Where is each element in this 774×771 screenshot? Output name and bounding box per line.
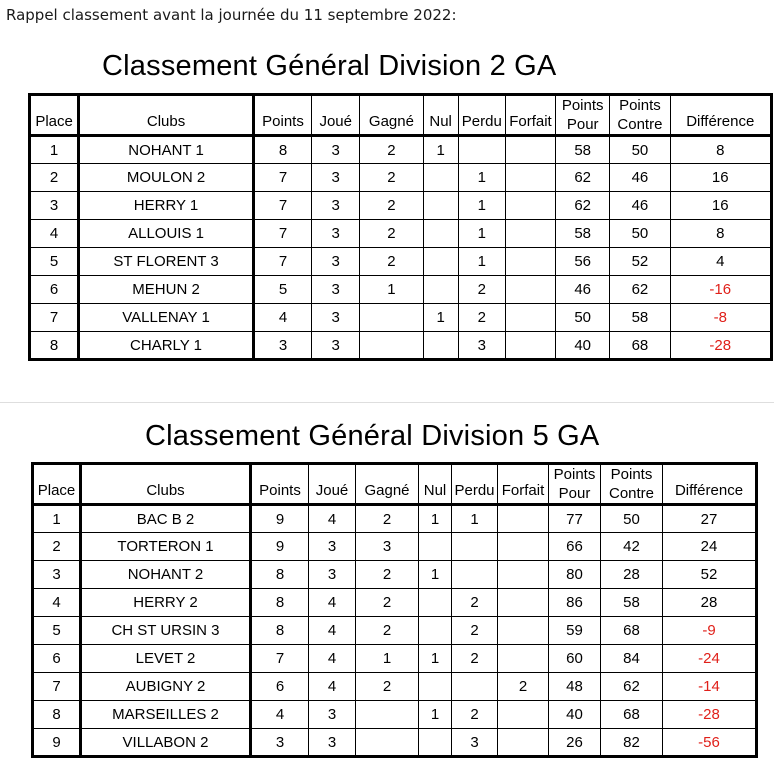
cell-club: MARSEILLES 2 xyxy=(81,701,251,729)
cell-forfait xyxy=(498,617,549,645)
header-points-pour-line2: Pour xyxy=(566,116,599,133)
cell-joue: 3 xyxy=(312,248,360,276)
cell-diff: -9 xyxy=(663,617,757,645)
cell-forfait xyxy=(498,645,549,673)
cell-forfait xyxy=(505,248,555,276)
cell-joue: 3 xyxy=(312,304,360,332)
cell-joue: 4 xyxy=(309,505,356,533)
cell-joue: 3 xyxy=(309,729,356,757)
cell-nul xyxy=(423,164,458,192)
cell-contre: 42 xyxy=(601,533,663,561)
cell-perdu: 2 xyxy=(452,617,498,645)
cell-pour: 66 xyxy=(549,533,601,561)
cell-forfait xyxy=(505,304,555,332)
cell-place: 8 xyxy=(30,332,79,360)
cell-contre: 68 xyxy=(610,332,670,360)
header-difference: Différence xyxy=(670,95,771,136)
cell-diff: 16 xyxy=(670,164,771,192)
cell-place: 7 xyxy=(30,304,79,332)
cell-forfait xyxy=(498,505,549,533)
cell-nul: 1 xyxy=(423,136,458,164)
cell-perdu: 2 xyxy=(452,645,498,673)
cell-points: 7 xyxy=(253,220,311,248)
cell-forfait xyxy=(498,561,549,589)
cell-forfait xyxy=(505,220,555,248)
cell-forfait xyxy=(505,332,555,360)
header-points-contre-line1: Points xyxy=(619,97,661,114)
cell-gagne: 2 xyxy=(356,561,419,589)
header-clubs: Clubs xyxy=(81,464,251,505)
cell-club: VALLENAY 1 xyxy=(79,304,254,332)
cell-forfait xyxy=(498,589,549,617)
cell-club: HERRY 2 xyxy=(81,589,251,617)
cell-contre: 50 xyxy=(610,136,670,164)
cell-points: 6 xyxy=(251,673,309,701)
cell-nul xyxy=(419,617,452,645)
cell-points: 7 xyxy=(251,645,309,673)
cell-perdu xyxy=(458,136,505,164)
cell-nul xyxy=(419,729,452,757)
cell-club: MEHUN 2 xyxy=(79,276,254,304)
cell-pour: 40 xyxy=(556,332,610,360)
cell-pour: 26 xyxy=(549,729,601,757)
division2-standings-table xyxy=(28,93,773,361)
cell-perdu xyxy=(452,533,498,561)
cell-gagne: 2 xyxy=(360,220,423,248)
cell-perdu: 2 xyxy=(452,589,498,617)
cell-contre: 50 xyxy=(610,220,670,248)
cell-club: TORTERON 1 xyxy=(81,533,251,561)
cell-nul xyxy=(423,220,458,248)
table-row xyxy=(30,220,772,248)
cell-joue: 3 xyxy=(309,701,356,729)
cell-points: 4 xyxy=(251,701,309,729)
cell-place: 6 xyxy=(30,276,79,304)
cell-points: 7 xyxy=(253,248,311,276)
header-forfait: Forfait xyxy=(505,95,555,136)
cell-pour: 40 xyxy=(549,701,601,729)
cell-contre: 84 xyxy=(601,645,663,673)
table-row xyxy=(33,701,757,729)
cell-gagne xyxy=(356,729,419,757)
cell-place: 5 xyxy=(33,617,81,645)
cell-joue: 3 xyxy=(312,164,360,192)
cell-joue: 4 xyxy=(309,589,356,617)
cell-diff: -16 xyxy=(670,276,771,304)
division2-rows xyxy=(30,136,772,360)
cell-pour: 59 xyxy=(549,617,601,645)
table-row xyxy=(33,561,757,589)
cell-points: 4 xyxy=(253,304,311,332)
table-row xyxy=(30,304,772,332)
cell-forfait xyxy=(505,164,555,192)
cell-contre: 62 xyxy=(601,673,663,701)
cell-gagne: 3 xyxy=(356,533,419,561)
cell-diff: -14 xyxy=(663,673,757,701)
table-row xyxy=(33,645,757,673)
cell-perdu: 1 xyxy=(452,505,498,533)
cell-gagne: 1 xyxy=(360,276,423,304)
division2-title: Classement Général Division 2 GA xyxy=(102,50,557,82)
header-place: Place xyxy=(30,95,79,136)
division5-rows xyxy=(33,505,757,757)
cell-contre: 68 xyxy=(601,617,663,645)
cell-pour: 86 xyxy=(549,589,601,617)
cell-pour: 62 xyxy=(556,164,610,192)
header-clubs: Clubs xyxy=(79,95,254,136)
cell-gagne: 2 xyxy=(360,192,423,220)
division5-standings-table xyxy=(31,462,758,758)
table-header-row xyxy=(30,95,772,136)
cell-diff: -28 xyxy=(670,332,771,360)
cell-nul xyxy=(419,673,452,701)
cell-diff: -24 xyxy=(663,645,757,673)
cell-points: 5 xyxy=(253,276,311,304)
cell-place: 2 xyxy=(33,533,81,561)
cell-points: 8 xyxy=(251,561,309,589)
header-nul: Nul xyxy=(423,95,458,136)
cell-nul: 1 xyxy=(419,561,452,589)
header-place: Place xyxy=(33,464,81,505)
cell-gagne: 2 xyxy=(356,589,419,617)
header-points-pour-line1: Points xyxy=(561,97,604,114)
table-row xyxy=(30,332,772,360)
cell-nul xyxy=(423,276,458,304)
header-points: Points xyxy=(251,464,309,505)
cell-perdu: 2 xyxy=(458,276,505,304)
cell-gagne: 2 xyxy=(356,617,419,645)
cell-diff: -8 xyxy=(670,304,771,332)
cell-club: ALLOUIS 1 xyxy=(79,220,254,248)
cell-contre: 50 xyxy=(601,505,663,533)
cell-diff: 8 xyxy=(670,136,771,164)
cell-contre: 68 xyxy=(601,701,663,729)
cell-contre: 52 xyxy=(610,248,670,276)
table-row xyxy=(33,505,757,533)
cell-nul xyxy=(423,192,458,220)
cell-place: 1 xyxy=(33,505,81,533)
cell-gagne xyxy=(360,332,423,360)
cell-club: VILLABON 2 xyxy=(81,729,251,757)
table-row xyxy=(30,164,772,192)
intro-text: Rappel classement avant la journée du 11 septembre 2022: xyxy=(6,6,457,24)
cell-points: 9 xyxy=(251,533,309,561)
header-nul: Nul xyxy=(419,464,452,505)
cell-contre: 62 xyxy=(610,276,670,304)
cell-points: 3 xyxy=(253,332,311,360)
header-gagne: Gagné xyxy=(356,464,419,505)
cell-forfait xyxy=(498,701,549,729)
header-points-contre xyxy=(610,95,670,136)
cell-forfait xyxy=(498,729,549,757)
cell-joue: 3 xyxy=(312,136,360,164)
table-row xyxy=(33,617,757,645)
cell-place: 8 xyxy=(33,701,81,729)
cell-pour: 46 xyxy=(556,276,610,304)
table-row xyxy=(30,136,772,164)
cell-perdu: 3 xyxy=(458,332,505,360)
cell-perdu xyxy=(452,673,498,701)
table-row xyxy=(33,729,757,757)
cell-nul xyxy=(423,332,458,360)
cell-perdu: 2 xyxy=(458,304,505,332)
cell-club: LEVET 2 xyxy=(81,645,251,673)
header-points-pour-line1: Points xyxy=(553,466,596,483)
cell-perdu: 2 xyxy=(452,701,498,729)
header-points-contre xyxy=(601,464,663,505)
cell-club: MOULON 2 xyxy=(79,164,254,192)
header-points-pour-line2: Pour xyxy=(558,485,591,502)
cell-pour: 58 xyxy=(556,220,610,248)
cell-club: AUBIGNY 2 xyxy=(81,673,251,701)
cell-diff: 52 xyxy=(663,561,757,589)
cell-contre: 58 xyxy=(601,589,663,617)
cell-nul: 1 xyxy=(419,645,452,673)
cell-points: 9 xyxy=(251,505,309,533)
cell-forfait xyxy=(505,276,555,304)
cell-gagne xyxy=(356,701,419,729)
cell-points: 8 xyxy=(251,589,309,617)
cell-pour: 62 xyxy=(556,192,610,220)
cell-place: 9 xyxy=(33,729,81,757)
cell-joue: 3 xyxy=(312,276,360,304)
cell-gagne: 1 xyxy=(356,645,419,673)
cell-diff: -56 xyxy=(663,729,757,757)
cell-place: 6 xyxy=(33,645,81,673)
cell-contre: 46 xyxy=(610,164,670,192)
header-points-contre-line1: Points xyxy=(610,466,653,483)
cell-perdu: 3 xyxy=(452,729,498,757)
cell-joue: 3 xyxy=(312,220,360,248)
cell-perdu: 1 xyxy=(458,248,505,276)
cell-pour: 60 xyxy=(549,645,601,673)
header-forfait: Forfait xyxy=(498,464,549,505)
cell-place: 7 xyxy=(33,673,81,701)
cell-diff: -28 xyxy=(663,701,757,729)
cell-diff: 4 xyxy=(670,248,771,276)
header-perdu: Perdu xyxy=(458,95,505,136)
cell-club: NOHANT 2 xyxy=(81,561,251,589)
cell-forfait xyxy=(505,192,555,220)
cell-gagne: 2 xyxy=(356,673,419,701)
cell-joue: 4 xyxy=(309,645,356,673)
cell-nul: 1 xyxy=(423,304,458,332)
cell-gagne: 2 xyxy=(356,505,419,533)
table-row xyxy=(33,533,757,561)
cell-gagne xyxy=(360,304,423,332)
cell-pour: 48 xyxy=(549,673,601,701)
cell-club: HERRY 1 xyxy=(79,192,254,220)
cell-club: CH ST URSIN 3 xyxy=(81,617,251,645)
cell-forfait xyxy=(498,533,549,561)
cell-gagne: 2 xyxy=(360,248,423,276)
cell-diff: 8 xyxy=(670,220,771,248)
cell-points: 7 xyxy=(253,164,311,192)
cell-forfait xyxy=(505,136,555,164)
cell-contre: 82 xyxy=(601,729,663,757)
cell-joue: 3 xyxy=(312,332,360,360)
cell-club: BAC B 2 xyxy=(81,505,251,533)
cell-diff: 16 xyxy=(670,192,771,220)
cell-place: 4 xyxy=(30,220,79,248)
header-points-pour xyxy=(556,95,610,136)
header-joue: Joué xyxy=(312,95,360,136)
cell-nul xyxy=(419,589,452,617)
cell-contre: 46 xyxy=(610,192,670,220)
cell-joue: 3 xyxy=(309,533,356,561)
cell-place: 3 xyxy=(33,561,81,589)
cell-joue: 3 xyxy=(309,561,356,589)
cell-nul: 1 xyxy=(419,701,452,729)
cell-place: 4 xyxy=(33,589,81,617)
division5-title: Classement Général Division 5 GA xyxy=(145,420,600,452)
cell-contre: 28 xyxy=(601,561,663,589)
cell-pour: 80 xyxy=(549,561,601,589)
header-joue: Joué xyxy=(309,464,356,505)
cell-perdu: 1 xyxy=(458,192,505,220)
header-perdu: Perdu xyxy=(452,464,498,505)
cell-club: CHARLY 1 xyxy=(79,332,254,360)
cell-nul xyxy=(419,533,452,561)
header-points: Points xyxy=(253,95,311,136)
cell-place: 5 xyxy=(30,248,79,276)
header-difference: Différence xyxy=(663,464,757,505)
table-row xyxy=(33,673,757,701)
table-row xyxy=(33,589,757,617)
cell-diff: 24 xyxy=(663,533,757,561)
cell-gagne: 2 xyxy=(360,164,423,192)
cell-pour: 77 xyxy=(549,505,601,533)
header-points-contre-line2: Contre xyxy=(608,485,655,502)
cell-perdu xyxy=(452,561,498,589)
cell-place: 1 xyxy=(30,136,79,164)
cell-perdu: 1 xyxy=(458,220,505,248)
cell-place: 3 xyxy=(30,192,79,220)
cell-club: NOHANT 1 xyxy=(79,136,254,164)
cell-nul: 1 xyxy=(419,505,452,533)
cell-gagne: 2 xyxy=(360,136,423,164)
cell-pour: 50 xyxy=(556,304,610,332)
cell-joue: 3 xyxy=(312,192,360,220)
table-header-row xyxy=(33,464,757,505)
table-row xyxy=(30,192,772,220)
cell-club: ST FLORENT 3 xyxy=(79,248,254,276)
cell-points: 8 xyxy=(253,136,311,164)
cell-perdu: 1 xyxy=(458,164,505,192)
cell-points: 3 xyxy=(251,729,309,757)
cell-joue: 4 xyxy=(309,617,356,645)
header-gagne: Gagné xyxy=(360,95,423,136)
cell-contre: 58 xyxy=(610,304,670,332)
table-row xyxy=(30,276,772,304)
section-divider xyxy=(0,402,774,403)
header-points-contre-line2: Contre xyxy=(617,116,663,133)
cell-pour: 58 xyxy=(556,136,610,164)
cell-pour: 56 xyxy=(556,248,610,276)
cell-diff: 27 xyxy=(663,505,757,533)
cell-diff: 28 xyxy=(663,589,757,617)
cell-nul xyxy=(423,248,458,276)
cell-forfait: 2 xyxy=(498,673,549,701)
table-row xyxy=(30,248,772,276)
header-points-pour xyxy=(549,464,601,505)
cell-place: 2 xyxy=(30,164,79,192)
cell-points: 8 xyxy=(251,617,309,645)
cell-joue: 4 xyxy=(309,673,356,701)
cell-points: 7 xyxy=(253,192,311,220)
